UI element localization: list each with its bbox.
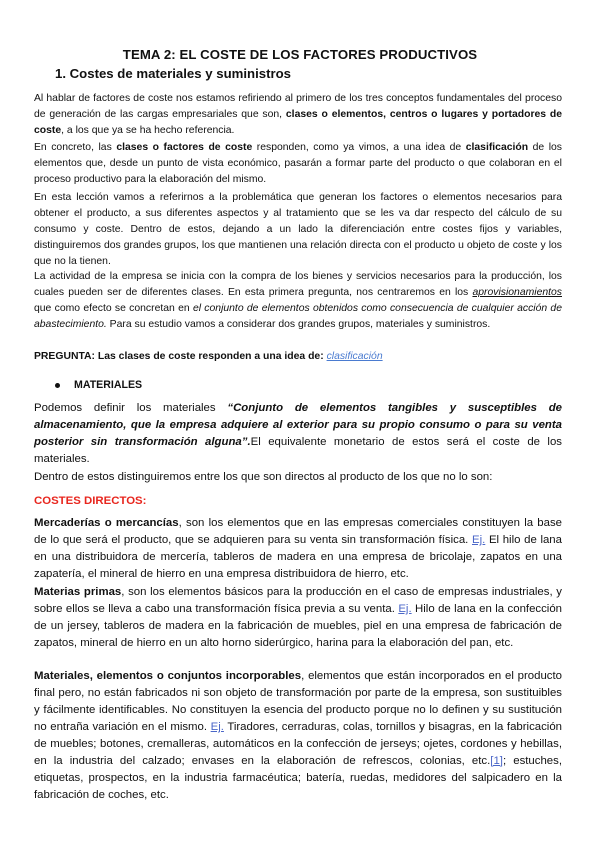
text: Hilo de lana en la confección de un jersey, tableros de madera en la fabricación de muebles, piel en una empresa de fabricación de zapatos, mineral de hierro en un alto horno siderúrgico, harina para la elaboración del pan, etc.	[34, 603, 562, 649]
text: Tiradores, cerraduras, colas, tornillos y bisagras, en la fabricación de muebles; botones, cremalleras, automáticos en la confección de jerseys; ojetes, cordones y hebillas, en la industria del calzado; envases en la elaboración de refrescos, colonias, etc.	[34, 721, 562, 767]
bullet-materiales	[55, 379, 142, 391]
answer-link[interactable]: clasificación	[326, 351, 383, 362]
text: Para su estudio vamos a considerar dos grandes grupos, materiales y suministros.	[106, 319, 491, 330]
italic-text: el conjunto de elementos obtenidos como consecuencia de cualquier acción de abastecimiento.	[34, 303, 562, 330]
example-link[interactable]: Ej.	[398, 603, 412, 615]
bullet-dot-icon	[55, 383, 60, 388]
text: , son los elementos que en las empresas comerciales constituyen la base de lo que será el producto, que se adquieren para su venta sin transformación física.	[34, 517, 562, 546]
text: Podemos definir los materiales	[34, 402, 228, 414]
paragraph-factores-coste	[34, 91, 562, 139]
paragraph-leccion: En esta lección vamos a referirnos a la problemática que generan los factores o elementos necesarios para obtener el producto, a sus diferentes aspectos y al tratamiento que se les va dar respecto del cálculo de su consumo y coste. Dentro de estos, dejando a un lado la diferenciación entre costes fijos y variables, distinguiremos dos grandes grupos, los que mantienen una relación directa con el producto u objeto de coste y los que no la tienen.	[34, 192, 562, 267]
bullet-label: MATERIALES	[74, 379, 143, 391]
bold-text: clases o elementos, centros o lugares y portadores de coste	[34, 109, 562, 136]
paragraph-distincion: Dentro de estos distinguiremos entre los que son directos al producto de los que no lo son:	[34, 471, 493, 483]
paragraph-mercaderias	[34, 515, 562, 583]
bold-text: clases o factores de coste	[116, 142, 253, 153]
footnote-link[interactable]: [1]	[490, 755, 503, 767]
page-title: TEMA 2: EL COSTE DE LOS FACTORES PRODUCTIVOS	[122, 47, 478, 62]
paragraph-materias-primas	[34, 584, 562, 652]
text: , a los que ya se ha hecho referencia.	[61, 125, 235, 136]
text: En concreto, las	[34, 142, 117, 153]
bold-term: Materias primas	[34, 586, 122, 598]
text: El hilo de lana en una distribuidora de mercería, tableros de madera en una empresa de bricolaje, zapatos en una zapatería, el mineral de hierro en una empresa distribuidora de hierro, etc.	[34, 534, 562, 580]
text: responden, como ya vimos, a una idea de	[252, 142, 466, 153]
text: El equivalente monetario de estos será el coste de los materiales.	[34, 436, 562, 465]
paragraph-clases-coste	[34, 140, 562, 188]
text: Al hablar de factores de coste nos estamos refiriendo al primero de los tres conceptos fundamentales del proceso de generación de las cargas empresariales que son,	[34, 93, 562, 120]
text: ; estuches, etiquetas, prospectos, en la industria farmacéutica; batería, ruedas, medidores del salpicadero en la fabricación de coches, etc.	[34, 755, 562, 801]
section-heading: 1. Costes de materiales y suministros	[55, 66, 292, 81]
question-line	[34, 349, 562, 365]
paragraph-definicion-materiales	[34, 400, 562, 468]
text: que como efecto se concretan en	[34, 303, 193, 314]
bold-text: clasificación	[465, 142, 529, 153]
text: La actividad de la empresa se inicia con la compra de los bienes y servicios necesarios para la producción, los cuales pueden ser de diferentes clases. En esta primera pregunta, nos centraremos en los	[34, 271, 562, 298]
costes-directos-heading: COSTES DIRECTOS:	[34, 495, 147, 507]
underlined-term: aprovisionamientos	[472, 287, 562, 298]
bold-term: Materiales, elementos o conjuntos incorporables	[34, 670, 302, 682]
paragraph-actividad-empresa	[34, 269, 562, 333]
text: , elementos que están incorporados en el producto final pero, no están fabricados ni son objeto de transformación por parte de la empresa, son sustituibles y fácilmente identificables. No constituyen la esencia del producto porque no lo definen y su sustitución no entraña variación en el mismo.	[34, 670, 562, 733]
text: , son los elementos básicos para la producción en el caso de empresas industriales, y sobre ellos se lleva a cabo una transformación física previa a su venta.	[34, 586, 562, 615]
example-link[interactable]: Ej.	[210, 721, 224, 733]
paragraph-materiales-incorporables	[34, 668, 562, 804]
text: de los elementos que, desde un punto de vista económico, pasarán a formar parte del producto o que colaboran en el proceso productivo para la elaboración del mismo.	[34, 142, 562, 185]
bold-term: Mercaderías o mercancías	[34, 517, 179, 529]
question-label: PREGUNTA: Las clases de coste responden a una idea de:	[34, 351, 324, 362]
example-link[interactable]: Ej.	[471, 534, 486, 546]
definition-quote: “Conjunto de elementos tangibles y susceptibles de almacenamiento, que la empresa adquiere al exterior para su propio consumo o para su venta posterior sin transformación alguna”.	[34, 402, 562, 448]
